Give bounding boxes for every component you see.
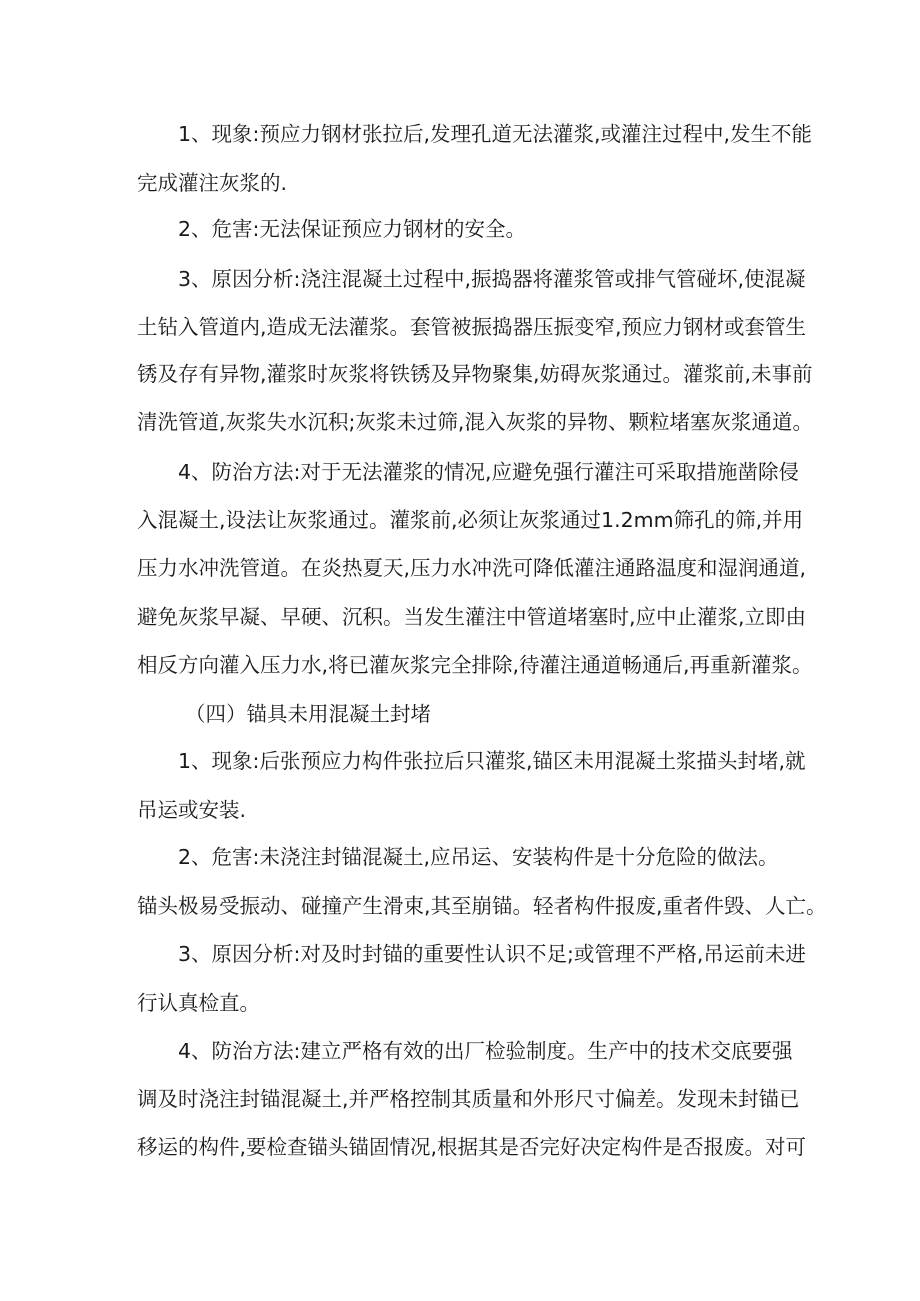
paragraph-line: 4、防治方法:建立严格有效的出厂检验制度。生产中的技术交底要强 — [178, 1039, 793, 1063]
paragraph-line: 4、防治方法:对于无法灌浆的情况,应避免强行灌注可采取措施凿除侵 — [178, 460, 799, 484]
paragraph-line: 3、原因分析:浇注混凝土过程中,振捣器将灌浆管或排气管碰坏,使混凝 — [178, 267, 806, 291]
paragraph-line: 避免灰浆早凝、早硬、沉积。当发生灌注中管道堵塞时,应中止灌浆,立即由 — [137, 605, 807, 629]
paragraph-line: 移运的构件,要检查锚头锚固情况,根据其是否完好决定构件是否报废。对可 — [137, 1135, 807, 1159]
paragraph-line: 3、原因分析:对及时封锚的重要性认识不足;或管理不严格,吊运前未进 — [178, 942, 806, 966]
paragraph-line: 2、危害:未浇注封锚混凝土,应吊运、安装构件是十分危险的做法。 — [178, 845, 779, 869]
paragraph-line: 完成灌注灰浆的. — [137, 171, 288, 195]
paragraph-line: 土钻入管道内,造成无法灌浆。套管被振捣器压振变窄,预应力钢材或套管生 — [137, 315, 807, 339]
paragraph-line: 1、现象:预应力钢材张拉后,发理孔道无法灌浆,或灌注过程中,发生不能 — [178, 122, 812, 146]
paragraph-line: 清洗管道,灰浆失水沉积;灰浆未过筛,混入灰浆的异物、颗粒堵塞灰浆通道。 — [137, 410, 813, 434]
paragraph-line: 1、现象:后张预应力构件张拉后只灌浆,锚区未用混凝土浆描头封堵,就 — [178, 749, 806, 773]
paragraph-line: 行认真检直。 — [137, 991, 260, 1015]
paragraph-line: 2、危害:无法保证预应力钢材的安全。 — [178, 217, 526, 241]
paragraph-line: 相反方向灌入压力水,将已灌灰浆完全排除,待灌注通道畅通后,再重新灌浆。 — [137, 653, 813, 677]
paragraph-line: 入混凝土,设法让灰浆通过。灌浆前,必须让灰浆通过1.2mm筛孔的筛,并用 — [137, 508, 804, 532]
section-heading: （四）锚具未用混凝土封堵 — [185, 702, 431, 726]
paragraph-line: 锈及存有异物,灌浆时灰浆将铁锈及异物聚集,妨碍灰浆通过。灌浆前,未事前 — [137, 362, 813, 386]
paragraph-line: 调及时浇注封锚混凝土,并严格控制其质量和外形尺寸偏差。发现未封锚已 — [137, 1087, 800, 1111]
paragraph-line: 压力水冲洗管道。在炎热夏天,压力水冲洗可降低灌注通路温度和湿润通道, — [137, 556, 807, 580]
paragraph-line: 锚头极易受振动、碰撞产生滑束,其至崩锚。轻者构件报废,重者件毁、人亡。 — [137, 894, 827, 918]
paragraph-line: 吊运或安装. — [137, 798, 247, 822]
